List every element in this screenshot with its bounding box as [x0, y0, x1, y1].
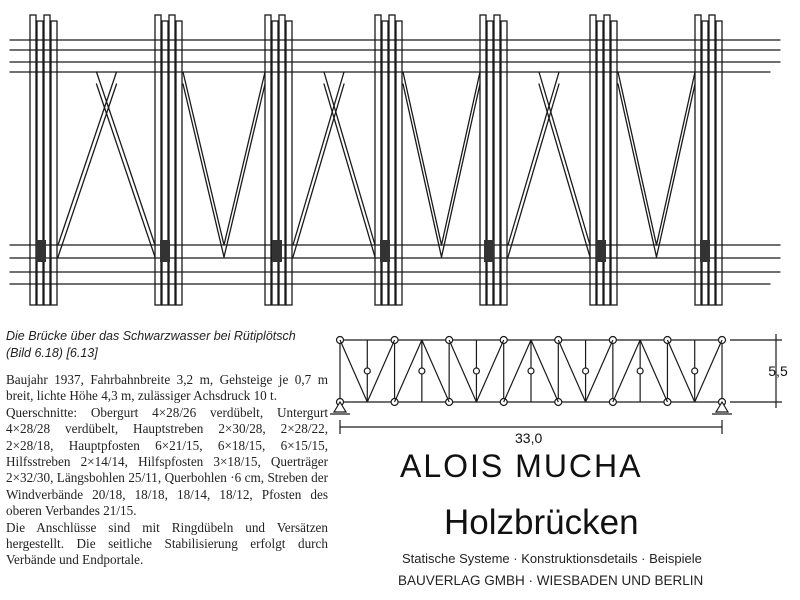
description-paragraph-1: Baujahr 1937, Fahrbahnbreite 3,2 m, Gehsteige je 0,7 m breit, lichte Höhe 4,3 m, zulässiger Achsdruck 10 t. [6, 372, 328, 404]
figure-caption [6, 328, 336, 362]
bridge-description [6, 372, 328, 569]
description-paragraph-2: Querschnitte: Obergurt 4×28/26 verdübelt, Untergurt 4×28/28 verdübelt, Hauptstreben 2×30/28, 2×28/22, 2×28/18, Hauptpfosten 6×21/15, 6×18/15, 6×15/15, Hilfsstreben 2×14/14, Hilfspfosten 3×18/15, Querträger 2×32/30, Längsbohlen 25/11, Querbohlen ·6 cm, Streben der Windverbände 20/18, 18/18, 18/14, 18/12, Pfosten des oberen Verbandes 21/15. [6, 404, 328, 519]
book-title: Holzbrücken [444, 503, 639, 542]
book-publisher: BAUVERLAG GMBH · WIESBADEN UND BERLIN [398, 573, 704, 588]
span-dimension-label: 33,0 [515, 430, 543, 445]
truss-schematic [330, 330, 800, 445]
book-subtitle: Statische Systeme · Konstruktionsdetails · Beispiele [402, 551, 702, 566]
caption-line-1: Die Brücke über das Schwarzwasser bei Rütiplötsch [6, 329, 296, 343]
description-paragraph-3: Die Anschlüsse sind mit Ringdübeln und Versätzen hergestellt. Die seitliche Stabilisierung erfolgt durch Verbände und Endportale. [6, 519, 328, 568]
height-dimension-label: 5,5 [768, 363, 788, 379]
caption-line-2: (Bild 6.18) [6.13] [6, 346, 98, 360]
book-author: ALOIS MUCHA [400, 448, 643, 484]
